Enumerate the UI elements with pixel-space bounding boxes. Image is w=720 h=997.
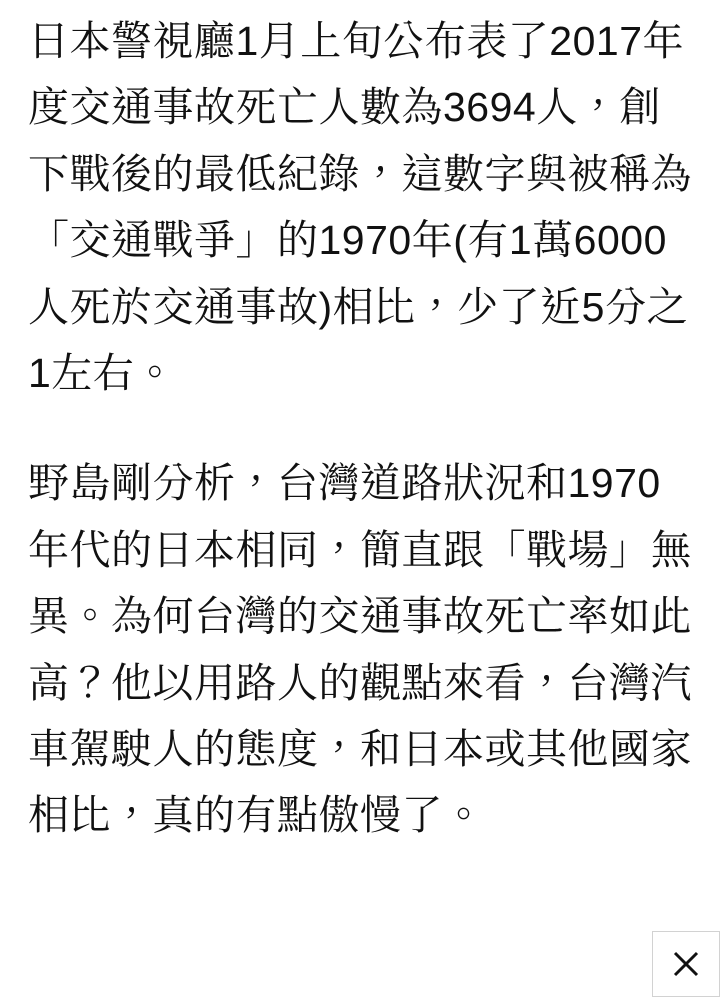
article-paragraph-1: 日本警視廳1月上旬公布表了2017年度交通事故死亡人數為3694人，創下戰後的最低紀錄，這數字與被稱為「交通戰爭」的1970年(有1萬6000人死於交通事故)相比，少了近5分之1左右。 [28, 18, 692, 397]
article-paragraph-2: 野島剛分析，台灣道路狀況和1970年代的日本相同，簡直跟「戰場」無異。為何台灣的交通事故死亡率如此高？他以用路人的觀點來看，台灣汽車駕駛人的態度，和日本或其他國家相比，真的有點傲慢了。 [28, 460, 692, 839]
ad-close-button[interactable] [652, 931, 720, 997]
close-icon [666, 944, 706, 984]
